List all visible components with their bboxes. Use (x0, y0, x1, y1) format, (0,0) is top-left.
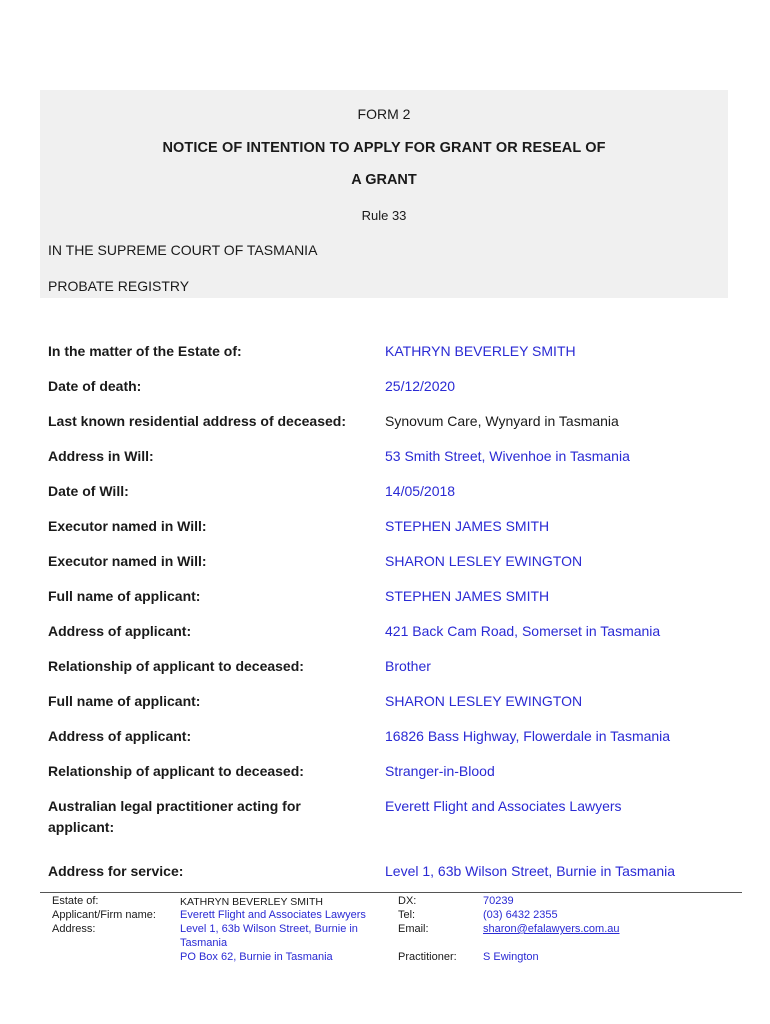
footer-practitioner-label: Practitioner: (398, 951, 457, 963)
field-value: 25/12/2020 (385, 378, 456, 394)
field-label: Relationship of applicant to deceased: (48, 763, 304, 779)
field-label: Full name of applicant: (48, 588, 201, 604)
footer-practitioner-value: S Ewington (483, 951, 539, 963)
footer-address-line3: PO Box 62, Burnie in Tasmania (180, 951, 333, 963)
field-value: Brother (385, 658, 431, 674)
field-value: Level 1, 63b Wilson Street, Burnie in Tasmania (385, 863, 676, 879)
field-label: Australian legal practitioner acting for applicant: (48, 798, 301, 835)
footer-firm-value: Everett Flight and Associates Lawyers (180, 909, 366, 921)
field-label: Address in Will: (48, 448, 154, 464)
form-title-continued: A GRANT (351, 172, 417, 188)
footer-dx-label: DX: (398, 895, 417, 907)
footer-firm-label: Applicant/Firm name: (52, 909, 156, 921)
form-number: FORM 2 (357, 106, 411, 122)
field-label: Date of Will: (48, 483, 129, 499)
field-value: 53 Smith Street, Wivenhoe in Tasmania (385, 448, 630, 464)
registry-name: PROBATE REGISTRY (48, 278, 190, 294)
footer-tel-value: (03) 6432 2355 (483, 909, 558, 921)
field-value: Everett Flight and Associates Lawyers (385, 798, 622, 814)
footer-email-link[interactable]: sharon@efalawyers.com.au (483, 923, 620, 935)
field-value: SHARON LESLEY EWINGTON (385, 553, 583, 569)
field-value: SHARON LESLEY EWINGTON (385, 693, 583, 709)
footer-estate-value: KATHRYN BEVERLEY SMITH (180, 896, 323, 908)
field-label: Address for service: (48, 863, 184, 879)
field-label: In the matter of the Estate of: (48, 343, 242, 359)
field-label: Address of applicant: (48, 728, 192, 744)
field-label: Relationship of applicant to deceased: (48, 658, 304, 674)
footer-address-label: Address: (52, 923, 96, 935)
field-value: 16826 Bass Highway, Flowerdale in Tasmania (385, 728, 671, 744)
field-value: 421 Back Cam Road, Somerset in Tasmania (385, 623, 661, 639)
rule-reference: Rule 33 (361, 208, 407, 223)
field-value: STEPHEN JAMES SMITH (385, 518, 550, 534)
footer-address-line1: Level 1, 63b Wilson Street, Burnie in (180, 923, 358, 935)
court-name: IN THE SUPREME COURT OF TASMANIA (48, 242, 318, 258)
field-label: Executor named in Will: (48, 518, 207, 534)
field-label: Executor named in Will: (48, 553, 207, 569)
field-label: Address of applicant: (48, 623, 192, 639)
footer-tel-label: Tel: (398, 909, 416, 921)
footer-estate-label: Estate of: (52, 895, 99, 907)
field-label: Last known residential address of deceased: (48, 413, 346, 429)
footer-email-label: Email: (398, 923, 429, 935)
field-value: 14/05/2018 (385, 483, 456, 499)
field-value: STEPHEN JAMES SMITH (385, 588, 550, 604)
field-label: Date of death: (48, 378, 142, 394)
footer-divider (40, 892, 742, 893)
field-value: KATHRYN BEVERLEY SMITH (385, 343, 576, 359)
footer-dx-value: 70239 (483, 895, 514, 907)
form-title: NOTICE OF INTENTION TO APPLY FOR GRANT OR RESEAL OF (162, 140, 606, 156)
field-value: Stranger-in-Blood (385, 763, 495, 779)
field-label: Full name of applicant: (48, 693, 201, 709)
field-value: Synovum Care, Wynyard in Tasmania (385, 413, 619, 429)
footer-address-line2: Tasmania (180, 937, 228, 949)
